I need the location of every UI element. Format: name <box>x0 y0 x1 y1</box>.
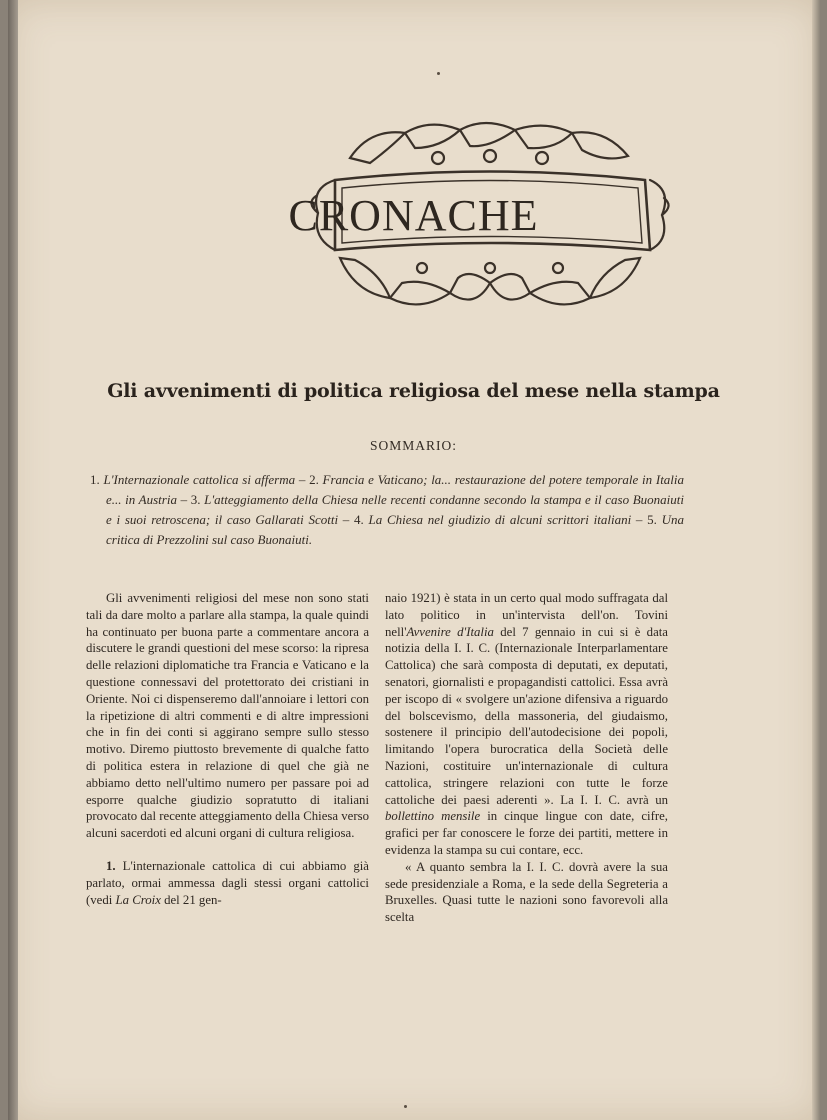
iic-text-c: in cinque lingue con date, cifre, grafici per far conoscere le forze dei partiti, mettere in evidenza la stampa su cui contare, ecc. <box>385 809 668 857</box>
section-1-text-a: L'internazionale cattolica di cui abbiamo già parlato, ormai ammessa dagli stessi organi cattolici (vedi <box>86 858 369 907</box>
sommario-item-3: L'atteggiamento della Chiesa nelle recenti condanne secondo la stampa e il caso Buonaiuti e i suoi retroscena; il caso Gallarati Scotti – <box>106 492 685 527</box>
sommario-item-2: Francia e Vaticano; la... restaurazione del potere temporale in Italia e... in Austria – <box>106 472 685 507</box>
sommario-item-1: L'Internazionale cattolica si afferma – <box>103 472 306 487</box>
article-headline: Gli avvenimenti di politica religiosa del mese nella stampa <box>107 380 720 402</box>
page-edge-left <box>8 0 18 1120</box>
sommario-item-5: Una critica di Prezzolini sul caso Buonaiuti. <box>106 512 684 547</box>
cronache-title: CRONACHE <box>288 191 539 240</box>
sommario-num-4: 4. <box>354 512 364 527</box>
iic-text-a: naio 1921) è stata in un certo qual modo suffragata dal lato politico in un'intervista dell'on. Tovini nell' <box>385 591 668 639</box>
sommario-item-4: La Chiesa nel giudizio di alcuni scrittori italiani – <box>368 512 643 527</box>
paragraph-section-1 <box>86 858 369 908</box>
sommario-num-3: 3. <box>190 492 201 507</box>
section-1-text-b: del 21 gen- <box>164 892 222 907</box>
ink-speck <box>404 1105 407 1108</box>
sommario-title: SOMMARIO: <box>369 438 457 453</box>
iic-citation: Avvenire d'Italia <box>406 624 494 639</box>
paragraph-iic <box>385 590 668 859</box>
page-edge-right <box>812 0 820 1120</box>
sommario-body <box>90 470 684 550</box>
section-1-citation: La Croix <box>115 892 161 907</box>
iic-text-b: del 7 gennaio in cui si è data notizia della I. I. C. (Internazionale Interparlamentare Cattolica) che sarà composta di deputati, ex deputati, senatori, giornalisti e propagandisti cattolici. Essa avrà per iscopo di « svolgere un'azione difensiva a riguardo del bolscevismo, della massoneria, del giudaismo, sostenere il principio dell'autodecisione dei popoli, limitando l'opera burocratica della Società delle Nazioni, costituire un'internazionale di cultura cattolica, stringere relazioni con tutte le forze cattoliche dei paesi aderenti ». La I. I. C. avrà un <box>385 624 668 807</box>
sommario-num-2: 2. <box>309 472 319 487</box>
paragraph-intro: Gli avvenimenti religiosi del mese non sono stati tali da dare molto a parlare alla stampa, la quale quindi ha continuato per buona parte a commentare ancora a discutere le grandi questioni del mese scorso: la ripresa delle relazioni diplomatiche tra Francia e Vaticano e la questione connessavi del protettorato dei cristiani in Oriente. Noi ci dispenseremo dall'annoiare i lettori con la ripetizione di altri commenti e di altre impressioni che in fin dei conti si aggirano sempre sullo stesso motivo. Diremo piuttosto brevemente di qualche fatto di politica estera in relazione di quel che già ne abbiamo detto nell'ultimo numero per passare poi ad esporre qualche giudizio sopratutto di italiani provocato dal recente atteggiamento della Chiesa verso alcuni sacerdoti ed alcuni organi di cultura religiosa. <box>86 591 369 841</box>
ink-speck <box>437 72 440 75</box>
iic-bulletin: bollettino mensile <box>385 809 481 824</box>
section-number-1: 1. <box>106 858 116 873</box>
paragraph-iic-seat: « A quanto sembra la I. I. C. dovrà avere la sua sede presidenziale a Roma, e la sede della Segreteria a Bruxelles. Quasi tutte le nazioni sono favorevoli alla scelta <box>385 859 668 925</box>
body-column-left <box>86 590 369 908</box>
sommario-num-1: 1. <box>90 472 100 487</box>
body-column-right <box>385 590 668 926</box>
sommario-num-5: 5. <box>647 512 657 527</box>
